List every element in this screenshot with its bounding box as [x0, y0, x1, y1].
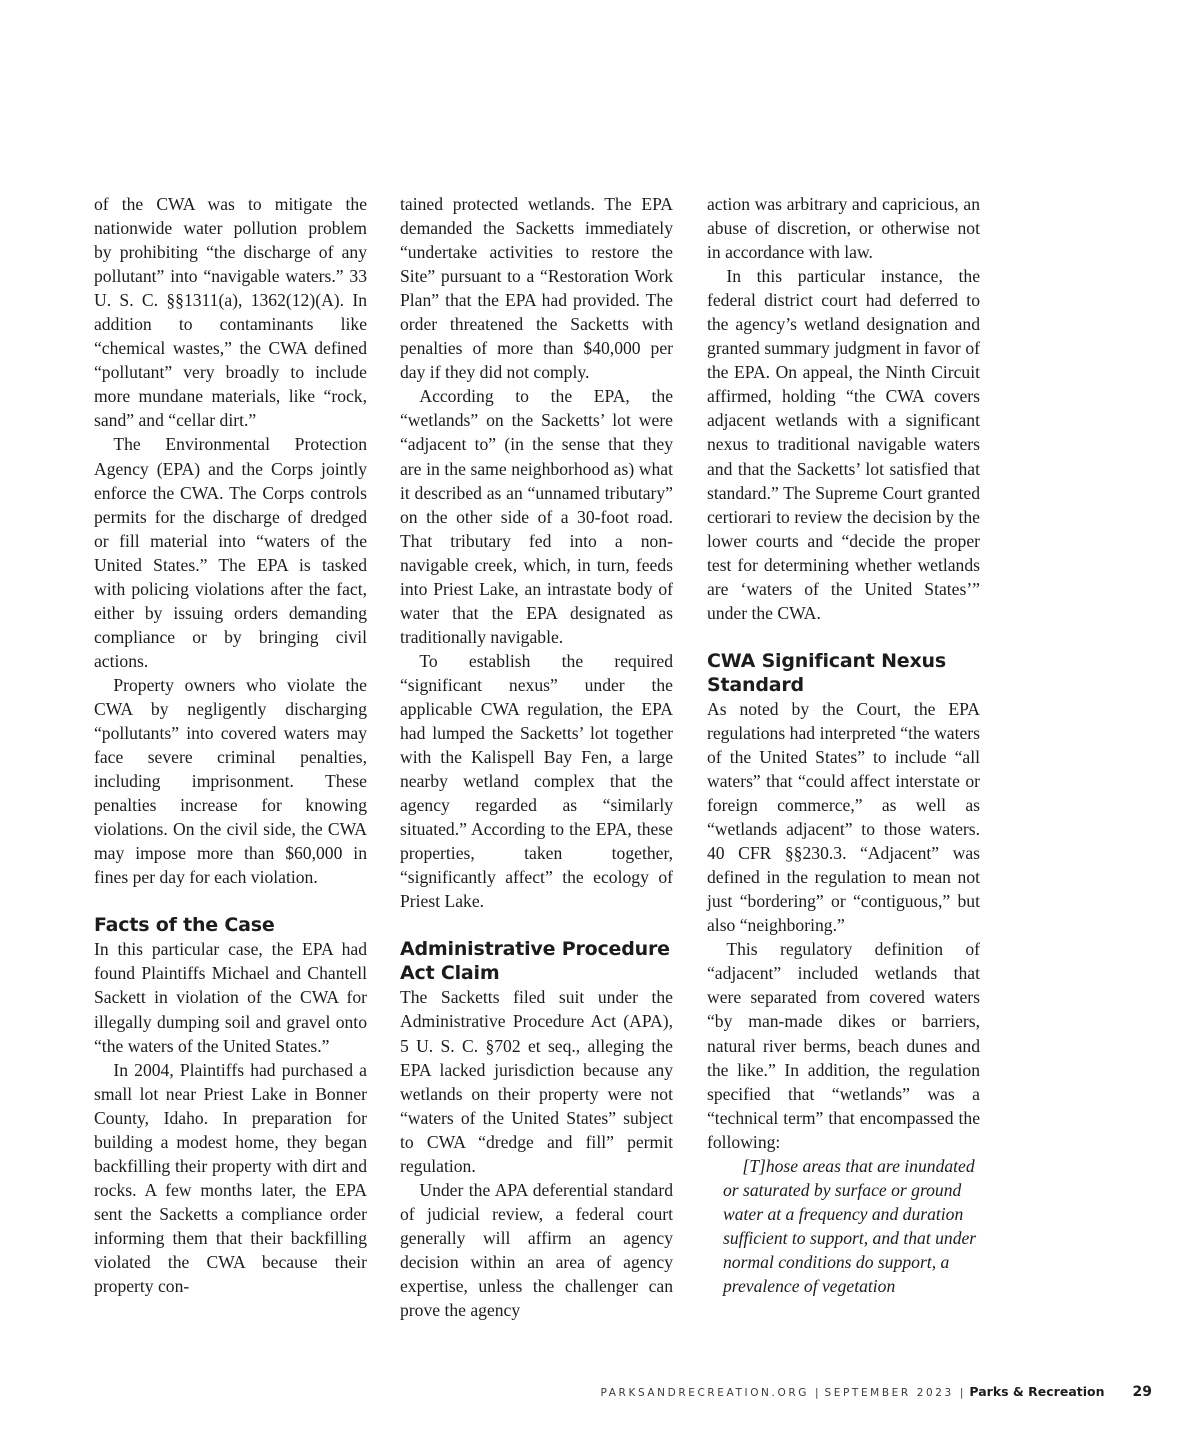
footer-website: PARKSANDRECREATION.ORG	[600, 1387, 809, 1399]
paragraph: Under the APA deferential standard of judicial review, a federal court generally will affirm an agency decision within an area of agency expertise, unless the challenger can prove the agency	[400, 1179, 673, 1321]
paragraph: action was arbitrary and capricious, an abuse of discretion, or otherwise not in accordance with law.	[707, 194, 980, 263]
paragraph: As noted by the Court, the EPA regulations had interpreted “the waters of the United States” to include “all waters” that “could affect interstate or foreign commerce,” as well as “wetlands adjacent” to those waters. 40 CFR §§230.3. “Adjacent” was defined in the regulation to mean not just “bordering” or “contiguous,” but also “neighboring.”	[707, 698, 980, 936]
paragraph: In this particular instance, the federal district court had deferred to the agency’s wetland designation and granted summary judgment in favor of the EPA. On appeal, the Ninth Circuit affirmed, holding “the CWA covers adjacent wetlands with a significant nexus to traditional navigable waters and that the Sacketts’ lot satisfied that standard.” The Supreme Court granted certiorari to review the decision by the lower courts and “decide the proper test for determining whether wetlands are ‘waters of the United States’” under the CWA.	[707, 266, 980, 623]
article-column-2	[400, 192, 673, 1322]
footer-publication-name: Parks & Recreation	[969, 1384, 1105, 1399]
page-footer	[601, 1384, 1152, 1400]
block-quote	[723, 1154, 980, 1298]
paragraph: The Sacketts filed suit under the Administrative Procedure Act (APA), 5 U. S. C. §702 et seq., alleging the EPA lacked jurisdiction because any wetlands on their property were not “waters of the United States” subject to CWA “dredge and fill” permit regulation.	[400, 987, 673, 1176]
paragraph: In 2004, Plaintiffs had purchased a small lot near Priest Lake in Bonner County, Idaho. In preparation for building a modest home, they began backfilling their property with dirt and rocks. A few months later, the EPA sent the Sacketts a compliance order informing them that their backfilling violated the CWA because their property con-	[94, 1059, 367, 1297]
page-number: 29	[1132, 1384, 1152, 1400]
footer-separator: |	[959, 1387, 964, 1399]
paragraph: Property owners who violate the CWA by negligently discharging “pollutants” into covered waters may face severe criminal penalties, including imprisonment. These penalties increase for knowing violations. On the civil side, the CWA may impose more than $60,000 in fines per day for each violation.	[94, 674, 367, 888]
section-heading-apa-claim: Administrative Procedure Act Claim	[400, 938, 670, 985]
section-heading-significant-nexus: CWA Significant Nexus Standard	[707, 649, 946, 696]
footer-separator: |	[814, 1387, 819, 1399]
section-heading-facts: Facts of the Case	[94, 914, 275, 937]
paragraph: This regulatory definition of “adjacent” included wetlands that were separated from covered waters “by man-made dikes or barriers, natural river berms, beach dunes and the like.” In addition, the regulation specified that “wetlands” was a “technical term” that encompassed the following:	[707, 939, 980, 1152]
paragraph: The Environmental Protection Agency (EPA) and the Corps jointly enforce the CWA. The Corps controls permits for the discharge of dredged or fill material into “waters of the United States.” The EPA is tasked with policing violations after the fact, either by issuing orders demanding compliance or by bringing civil actions.	[94, 434, 367, 671]
paragraph: To establish the required “significant nexus” under the applicable CWA regulation, the EPA had lumped the Sacketts’ lot together with the Kalispell Bay Fen, a large nearby wetland complex that the agency regarded as “similarly situated.” According to the EPA, these properties, taken together, “significantly affect” the ecology of Priest Lake.	[400, 650, 673, 912]
article-column-1	[94, 192, 367, 1298]
footer-issue-date: SEPTEMBER 2023	[824, 1387, 954, 1399]
paragraph: In this particular case, the EPA had found Plaintiffs Michael and Chantell Sackett in violation of the CWA for illegally dumping soil and gravel onto “the waters of the United States.”	[94, 939, 367, 1056]
quote-text: [T]hose areas that are inundated or saturated by surface or ground water at a frequency and duration sufficient to support, and that under normal conditions do support, a prevalence of vegetation	[723, 1155, 977, 1296]
article-column-3	[707, 192, 980, 1298]
paragraph: According to the EPA, the “wetlands” on the Sacketts’ lot were “adjacent to” (in the sense that they are in the same neighborhood as) what it described as an “unnamed tributary” on the other side of a 30-foot road. That tributary fed into a non-navigable creek, which, in turn, feeds into Priest Lake, an intrastate body of water that the EPA designated as traditionally navigable.	[400, 386, 673, 647]
paragraph: of the CWA was to mitigate the nationwide water pollution problem by prohibiting “the discharge of any pollutant” into “navigable waters.” 33 U. S. C. §§1311(a), 1362(12)(A). In addition to contaminants like “chemical wastes,” the CWA defined “pollutant” very broadly to include more mundane materials, like “rock, sand” and “cellar dirt.”	[94, 194, 367, 431]
paragraph: tained protected wetlands. The EPA demanded the Sacketts immediately “undertake activities to restore the Site” pursuant to a “Restoration Work Plan” that the EPA had provided. The order threatened the Sacketts with penalties of more than $40,000 per day if they did not comply.	[400, 194, 673, 383]
